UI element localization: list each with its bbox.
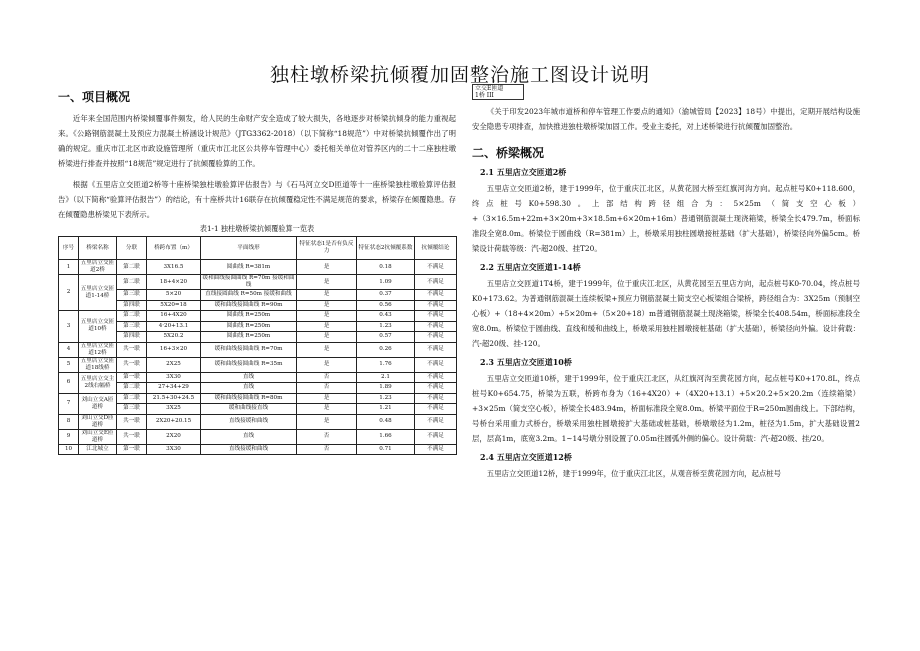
table-caption: 表1-1 独柱墩桥梁抗倾覆验算一览表 [199,224,315,233]
subheading-bridge-1-14: 2.2 五里店立交匝道1-14桥 [480,262,581,272]
table-row [59,393,457,404]
table-cell: 第一联 [117,372,147,383]
table-header-cell: 特征状态1是否有负反力 [297,237,357,260]
table-cell: 2.1 [357,372,415,383]
table-cell: 否 [297,372,357,383]
paragraph-notice: 《关于印发2023年城市道桥和停车管理工作要点的通知》（渝城管局【2023】18号）中提出，定期开展结构设施安全隐患专项排查，加快推进独柱墩桥梁加固工作。受业主委托，对上述桥梁进行抗倾覆加固整治。 [472,107,860,131]
table-row [59,444,457,455]
table-cell: 是 [297,414,357,429]
table-cell: 直线接缓和曲线 [201,414,297,429]
table-cell: 不满足 [415,444,457,455]
table-cell: 直线 [201,383,297,394]
table-cell: 五里店立交匝道2桥 [79,260,117,275]
table-cell: 缓和曲线接圆曲线 R=70m [201,342,297,357]
table-cell: 18+4×20 [147,275,201,290]
section-heading-project: 一、项目概况 [58,90,131,104]
table-cell: 否 [297,383,357,394]
table-cell: 第二联 [117,393,147,404]
note-line: 1桥 III [475,92,494,99]
left-column [58,86,456,455]
table-cell: 0.43 [357,311,415,322]
right-column [472,84,860,481]
table-cell: 第二联 [117,260,147,275]
table-cell: 缓和曲线接圆曲线 R=90m [201,300,297,311]
overflow-note [472,84,524,100]
table-cell: 第三联 [117,404,147,415]
table-cell: 3X30 [147,372,201,383]
table-cell: 缓和曲线接圆曲线 R=70m 接缓和曲线 [202,275,295,288]
table-cell: 不满足 [415,332,457,343]
table-cell: 6 [59,372,79,393]
table-cell: 直线接缓和曲线 [201,444,297,455]
paragraph-conclusion: 根据《五里店立交匝道2桥等十座桥梁独柱墩验算评估报告》与《石马河立交D匝道等十一座桥梁独柱墩验算评估报告》（以下简称“验算评估报告”）的结论，有十座桥共计16联存在抗倾覆稳定性不满足规范的要求，桥梁存在倾覆隐患。存在倾覆隐患桥梁见下表所示。 [58,180,456,219]
table-cell: 是 [297,300,357,311]
table-row [59,414,457,429]
table-cell: 是 [297,311,357,322]
note-line: 立交E匝道 [475,85,504,92]
table-header-row [59,237,457,260]
table-cell: 刘山立交A匝道桥 [79,393,117,414]
table-cell: 0.18 [357,260,415,275]
table-cell: 江北城立 [79,444,117,455]
table-cell: 不满足 [415,372,457,383]
table-row [59,290,457,301]
table-cell: 第三联 [117,321,147,332]
table-cell: 5X20.2 [147,332,201,343]
table-cell: 1.09 [357,275,415,290]
subheading-bridge-12: 2.4 五里店立交匝道12桥 [480,452,572,462]
section-heading-bridges: 二、桥梁概况 [472,146,545,160]
table-header-cell: 桥梁名称 [79,237,117,260]
table-cell: 共一联 [117,414,147,429]
table-cell: 0.26 [357,342,415,357]
table-cell: 不满足 [415,414,457,429]
table-row [59,357,457,372]
subheading-bridge-10: 2.3 五里店立交匝道10桥 [480,357,572,367]
table-cell: 4 [59,342,79,357]
table-cell: 是 [297,404,357,415]
table-cell: 5 [59,357,79,372]
table-cell: 缓和曲线接圆曲线 R=80m [201,393,297,404]
table-cell: 不满足 [415,342,457,357]
table-cell: 9 [59,429,79,444]
table-cell: 不满足 [415,311,457,322]
table-cell: 1.21 [357,404,415,415]
table-cell: 是 [297,321,357,332]
table-cell: 缓和曲线接直线 [201,404,297,415]
table-cell: 1.23 [357,321,415,332]
table-cell: 共一联 [117,357,147,372]
table-cell: 刘山立交E匝道桥 [79,429,117,444]
table-cell: 直线 [201,429,297,444]
table-header-cell: 桥跨布置（m） [147,237,201,260]
table-cell: 1.66 [357,429,415,444]
table-header-cell: 抗倾覆结论 [415,237,457,260]
table-cell: 五里店立交匝道12桥 [79,342,117,357]
table-cell: 第四联 [117,300,147,311]
table-row [59,342,457,357]
table-cell: 不满足 [415,383,457,394]
table-header-cell: 序号 [59,237,79,260]
paragraph-bridge-2: 五里店立交匝道2桥，建于1999年，位于重庆江北区，从黄花园大桥至红旗河沟方向。起点桩号K0+118.600，终点桩号K0+598.30。上部结构跨径组合为：5×25m（简支空心板）+（3×16.5m+22m+3×20m+3×18.5m+6×20m+16m）普通钢筋混凝土现浇箱梁，桥梁全长479.7m，桥面标准段全宽8.0m。桥梁位于圆曲线（R=381m）上，桥墩采用独柱圆墩接桩基础（扩大基础），桥梁径向外偏5cm。桥梁设计荷载等级：汽-超20级、挂T20。 [472,184,860,253]
table-cell: 直线 [201,372,297,383]
table-row [59,275,457,290]
table-cell: 第二联 [117,275,147,290]
table-cell: 第四联 [117,332,147,343]
table-cell: 8 [59,414,79,429]
table-cell: 五里店立交匝道10桥 [79,311,117,343]
table-cell: 5X20=18 [147,300,201,311]
table-cell: 直线接圆曲线 R=50m 接缓和曲线 [201,290,297,301]
table-cell: 是 [297,332,357,343]
table-cell: 27+34+29 [147,383,201,394]
table-cell: 缓和曲线接圆曲线 R=35m [201,357,297,372]
table-cell: 否 [297,444,357,455]
table-cell: 4·20+13.1 [147,321,201,332]
table-cell: 不满足 [415,260,457,275]
table-cell: 不满足 [415,290,457,301]
table-cell: 不满足 [415,275,457,290]
table-cell: 不满足 [415,404,457,415]
table-cell: 1.23 [357,393,415,404]
table-row [59,372,457,383]
table-cell: 共一联 [117,429,147,444]
table-cell: 五里店立交主2线右幅桥 [79,372,117,393]
table-cell: 2X20 [147,429,201,444]
table-row [59,404,457,415]
table-cell: 21.5+30+24.5 [147,393,201,404]
table-cell: 1 [59,260,79,275]
table-cell: 0.71 [357,444,415,455]
table-cell: 0.56 [357,300,415,311]
table-cell: 2X20+20.15 [147,414,201,429]
table-row [59,311,457,322]
table-body [59,260,457,455]
table-cell: 2 [59,275,79,311]
table-cell: 圆曲线 R=381m [201,260,297,275]
table-cell: 是 [297,260,357,275]
table-cell: 不满足 [415,300,457,311]
table-cell: 2X25 [147,357,201,372]
table-cell: 0.37 [357,290,415,301]
table-cell: 第三联 [117,290,147,301]
table-header-cell: 分联 [117,237,147,260]
table-row [59,332,457,343]
table-header-cell: 平面线形 [201,237,297,260]
table-cell: 7 [59,393,79,414]
table-row [59,321,457,332]
table-cell: 刘山立交D匝道桥 [79,414,117,429]
table-cell: 是 [297,290,357,301]
table-row [59,300,457,311]
table-row [59,260,457,275]
table-cell: 不满足 [415,393,457,404]
table-cell: 第一联 [117,444,147,455]
table-cell: 第二联 [117,311,147,322]
table-cell: 16+3×20 [147,342,201,357]
paragraph-background: 近年来全国范围内桥梁倾覆事件频发，给人民的生命财产安全造成了较大损失，各地逐步对桥梁抗倾身的能力重视起来。《公路钢筋混凝土及预应力混凝土桥涵设计规范》（JTG3362-2018）（以下简称“18规范”）中对桥梁抗倾覆作出了明确的规定。重庆市江北区市政设施管理所（重庆市江北区公共停车管理中心）委托相关单位对管养区内的二十二座独柱墩桥梁进行排查并按照“18规范”规定进行了抗倾覆验算的工作。 [58,114,456,168]
table-cell: 不满足 [415,321,457,332]
table-cell: 圆曲线 R=250m [201,311,297,322]
table-cell: 3X30 [147,444,201,455]
paragraph-bridge-10: 五里店立交匝道10桥，建于1999年，位于重庆江北区，从红旗河沟至黄花园方向，起点桩号K0+170.8L，终点桩号K0+654.75，桥梁为五联，桥跨布身为（16+4X20）+（4X20+13.1）+5×20.2+5×20.2m（连续箱梁）+3×25m（简支空心板），桥梁全长483.94m，桥面标准段全宽8.0m。桥梁平面位于R=250m圆曲线上。下部结构，号桥台采用重力式桥台，桥墩采用独柱圆墩接扩大基础或桩基础，桥墩墩径为1.2m，桩径为1.5m，扩大基础设置2层，层高1m，底宽3.2m。1~14号墩分别设置了0.05m往圆弧外侧的偏心。设计荷载：汽-超20级、挂/20。 [472,374,860,443]
table-cell: 0.57 [357,332,415,343]
table-cell: 5×20 [147,290,201,301]
table-cell: 第二联 [117,383,147,394]
paragraph-bridge-1-14: 五里店立交匝道1T4桥，建于1999年，位于重庆江北区，从黄花园至五里店方向，起点桩号K0-70.04，终点桩号K0+173.62。为普通钢筋混凝土连续板梁+预应力钢筋混凝土简支空心板梁组合梁桥，跨径组合为：3X25m（预制空心板）+（18+4×20m）+5×20m+（5×20+18）m普通钢筋混凝土现浇箱梁，桥梁全长408.54m，桥面标准段全宽8.0m。桥梁位于圆曲线、直线和缓和曲线上，桥墩采用独柱圆墩接桩基础（扩大基础），桥梁径向外偏。设计荷载：汽-超20级、挂-120。 [472,279,860,348]
table-header-cell: 特征状态2抗倾覆系数 [357,237,415,260]
table-cell: 1.89 [357,383,415,394]
table-cell: 共一联 [117,342,147,357]
table-cell: 16+4X20 [147,311,201,322]
table-cell: 3X16.5 [147,260,201,275]
table-cell: 不满足 [415,429,457,444]
table-row [59,429,457,444]
table-cell: 五里店立交匝道1-14桥 [79,275,117,311]
table-cell: 1.76 [357,357,415,372]
table-cell: 是 [297,393,357,404]
table-cell: 圆曲线 R=250m [201,321,297,332]
document-title: 独柱墩桥梁抗倾覆加固整治施工图设计说明 [269,64,650,86]
table-cell: 五里店立交匝道18线桥 [79,357,117,372]
subheading-bridge-2: 2.1 五里店立交匝道2桥 [480,167,567,177]
paragraph-bridge-12: 五里店立交匝道12桥，建于1999年，位于重庆江北区，从观音桥至黄花园方向，起点桩号 [486,469,782,478]
table-cell: 0.48 [357,414,415,429]
table-row [59,383,457,394]
table-cell: 3 [59,311,79,343]
table-cell: 是 [297,357,357,372]
table-cell: 是 [297,275,357,290]
table-cell: 10 [59,444,79,455]
table-cell: 不满足 [415,357,457,372]
table-cell: 3X25 [147,404,201,415]
overturning-table [58,236,457,455]
table-cell: 是 [297,342,357,357]
table-cell: 圆曲线 R=250m [201,332,297,343]
table-cell: 否 [297,429,357,444]
